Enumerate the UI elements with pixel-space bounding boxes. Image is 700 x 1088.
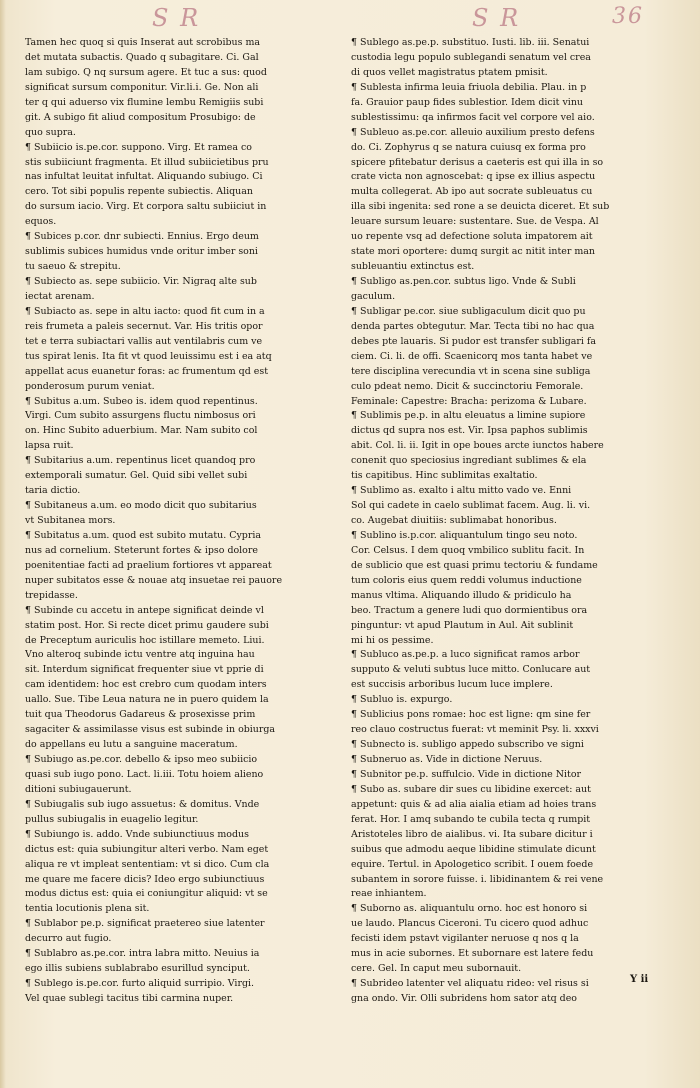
text-line: ¶ Sublimo as. exalto i altu mitto vado ve. Enni [351,485,572,497]
text-line: vt Subitanea mors. [25,515,116,526]
text-line: subleuantiu extinctus est. [351,261,475,273]
text-line: equire. Tertul. in Apologetico scribit. I ouem foede [351,858,594,870]
text-line: conenit quo speciosius ingrediant sublimes & ela [351,455,587,467]
text-line: ¶ Sublicius pons romae: hoc est ligne: qm sine fer [351,709,591,721]
text-line: ¶ Subitaneus a.um. eo modo dicit quo subitarius [25,500,257,512]
text-line: cero. Tot sibi populis repente subiectis. Aliquan [25,186,253,198]
text-line: ¶ Subices p.cor. dnr subiecti. Ennius. Ergo deum [25,231,259,243]
text-line: multa collegerat. Ab ipo aut socrate subleuatus cu [351,186,593,198]
text-line: uo repente vsq ad defectione soluta impatorem ait [351,231,593,243]
text-line: Sol qui cadete in caelo sublimat facem. Aug. li. vi. [351,500,591,512]
text-line: ¶ Sublesta infirma leuia friuola debilia. Plau. in p [351,81,587,93]
text-line: quasi sub iugo pono. Lact. li.iii. Totu hoiem alieno [25,768,264,780]
text-line: appellat acus euanetur foras: ac frumentum qd est [25,365,268,377]
text-line: lapsa ruit. [25,440,74,452]
text-line: crate victa non agnoscebat: q ipse ex illius aspectu [351,171,596,183]
text-line: Vel quae sublegi tacitus tibi carmina nuper. [25,993,234,1004]
text-line: ¶ Subrideo latenter vel aliquatu rideo: vel risus si [351,978,589,990]
text-line: supputo & veluti subtus luce mitto. Conlucare aut [351,664,591,676]
text-line: ¶ Subnecto is. subligo appedo subscribo ve signi [351,739,584,751]
text-line: mi hi os pessime. [351,634,434,646]
text-line: taria dictio. [25,485,81,497]
text-line: trepidasse. [25,589,78,601]
text-line: ¶ Subinde cu accetu in antepe significat deinde vl [25,604,264,616]
text-line: Tamen hec quoq si quis Inserat aut scrobibus ma [25,37,261,48]
text-line: reis frumeta a paleis secernut. Var. His tritis opor [25,320,263,332]
text-line: sit. Interdum significat frequenter siue vt pprie di [25,664,264,676]
text-line: ¶ Subitus a.um. Subeo is. idem quod repentinus. [25,395,258,407]
text-line: fa. Grauior paup fides sublestior. Idem dicit vinu [351,96,583,108]
text-line: ter q qui aduerso vix flumine lembu Remigiis subi [25,96,264,108]
text-line: ¶ Subitarius a.um. repentinus licet quandoq pro [25,455,256,467]
text-line: ¶ Subiugo as.pe.cor. debello & ipso meo subiicio [25,754,258,765]
text-line: illa sibi ingenita: sed rone a se deuicta diceret. Et sub [351,201,610,213]
text-line: ferat. Hor. I amq subando te cubila tecta q rumpit [351,813,591,825]
text-line: tus spirat lenis. Ita fit vt quod leuissimu est i ea atq [25,350,272,362]
text-line: de sublicio que est quasi primu tectoriu & fundame [351,559,598,571]
text-line: ¶ Subneruo as. Vide in dictione Neruus. [351,754,543,765]
text-line: ditioni subiugauerunt. [25,783,132,795]
text-line: ¶ Sublimis pe.p. in altu eleuatus a limine supiore [351,410,586,422]
text-line: stis subiiciunt fragmenta. Et illud subiicietibus pru [25,156,269,168]
text-line: ego illis subiens sublabrabo esurillud synciput. [25,963,250,975]
text-line: ¶ Sublabor pe.p. significat praetereo siue latenter [25,918,265,930]
text-line: tuit qua Theodorus Gadareus & prosexisse prim [25,709,256,721]
text-line: significat sursum componitur. Vir.li.i. Ge. Non ali [25,81,259,93]
signature-mark: Y ii [630,974,649,985]
text-line: ¶ Sublego is.pe.cor. furto aliquid surripio. Virgi. [25,978,255,990]
text-line: ¶ Subluco as.pe.p. a luco significat ramos arbor [351,649,580,661]
text-line: on. Hinc Subito aduerbium. Mar. Nam subito col [25,425,258,437]
text-line: Vno alteroq subinde ictu ventre atq inguina hau [25,649,255,661]
text-line: ¶ Subiicio is.pe.cor. suppono. Virg. Et ramea co [25,141,252,153]
text-line: ¶ Subluo is. expurgo. [351,694,453,706]
text-line: co. Augebat diuitiis: sublimabat honoribus. [351,515,557,526]
text-line: debes pte lauaris. Si pudor est transfer subligari fa [351,335,597,347]
text-line: quo supra. [25,126,76,138]
text-line: gaculum. [351,290,396,302]
text-line: dictus est: quia subiungitur alteri verbo. Nam eget [25,843,269,855]
text-line: sublestissimu: qa infirmos facit vel corpore vel aio. [351,111,595,123]
text-column-right [351,36,686,1007]
text-line: decurro aut fugio. [25,933,112,945]
text-line: do. Ci. Zophyrus q se natura cuiusq ex forma pro [351,141,586,153]
text-line: appetunt: quis & ad alia aialia etiam ad hoies trans [351,798,597,810]
text-line: ¶ Subiugalis sub iugo assuetus: & domitus. Vnde [25,798,260,810]
text-column-left [25,36,350,1007]
text-line: sublimis subices humidus vnde oritur imber soni [25,246,258,258]
text-line: Aristoteles libro de aialibus. vi. Ita subare dicitur i [351,828,593,840]
text-line: ¶ Subligar pe.cor. siue subligaculum dicit quo pu [351,305,586,317]
text-line: di quos vellet magistratus ptatem pmisit. [351,66,548,78]
text-line: tet e terra subiactari vallis aut ventilabris cum ve [25,335,263,347]
text-line: ¶ Suborno as. aliquantulu orno. hoc est honoro si [351,903,588,915]
text-line: do appellans eu lutu a sanguine maceratum. [25,739,238,751]
text-line: iectat arenam. [25,290,95,302]
text-line: statim post. Hor. Si recte dicet primu gaudere subi [25,619,269,631]
text-line: Virgi. Cum subito assurgens fluctu nimbosus ori [25,410,256,422]
text-line: det mutata subactis. Quado q subagitare. Ci. Gal [25,51,259,63]
text-line: culo pdeat nemo. Dicit & succinctoriu Femorale. [351,380,584,392]
text-line: ¶ Sublego as.pe.p. substituo. Iusti. lib. iii. Senatui [351,37,590,48]
text-line: suibus que admodu aeque libidine stimulate dicunt [351,843,596,855]
text-line: ¶ Subo as. subare dir sues cu libidine exercet: aut [351,783,591,795]
text-line: dictus qd supra nos est. Vir. Ipsa paphos sublimis [351,425,588,437]
text-line: extemporali sumatur. Gel. Quid sibi vellet subi [25,470,248,482]
text-line: ¶ Subiungo is. addo. Vnde subiunctiuus modus [25,828,249,840]
text-line: ¶ Subitatus a.um. quod est subito mutatu. Cypria [25,529,261,541]
text-line: beo. Tractum a genere ludi quo dormientibus ora [351,604,588,616]
text-line: manus vltima. Aliquando illudo & pridiculo ha [351,589,572,601]
text-line: tis capitibus. Hinc sublimitas exaltatio. [351,470,538,482]
text-line: modus dictus est: quia ei coniungitur aliquid: vt se [25,888,268,900]
marginal-mark-right: S R [472,4,521,32]
text-line: cere. Gel. In caput meu subornauit. [351,963,522,975]
text-line: sagaciter & assimilasse visus est subinde in obiurga [25,724,276,736]
text-line: ¶ Sublabro as.pe.cor. intra labra mitto. Neuius ia [25,948,260,960]
text-line: nus ad cornelium. Steterunt fortes & ipso dolore [25,544,258,556]
text-line: fecisti idem pstavt vigilanter neruose q nos q la [351,933,579,945]
text-line: abit. Col. li. ii. Igit in ope boues arcte iunctos habere [351,440,604,452]
text-line: aliqua re vt impleat sententiam: vt si dico. Cum cla [25,858,270,870]
text-line: gna ondo. Vir. Olli subridens hom sator atq deo [351,993,577,1004]
text-line: me quare me facere dicis? Ideo ergo subiunctiuus [25,873,265,885]
text-line: de Preceptum auriculis hoc istillare memeto. Liui. [25,634,265,646]
text-line: lam subigo. Q nq sursum agere. Et tuc a sus: quod [25,66,267,78]
text-line: ciem. Ci. li. de offi. Scaenicorq mos tanta habet ve [351,350,593,362]
text-line: nas infultat leuitat infultat. Aliquando subiugo. Ci [25,171,263,183]
text-line: tere disciplina verecundia vt in scena sine subliga [351,365,591,377]
text-line: cam identidem: hoc est crebro cum quodam inters [25,679,267,691]
text-line: tu saeuo & strepitu. [25,261,121,273]
text-line: ¶ Subnitor pe.p. suffulcio. Vide in dictione Nitor [351,768,582,780]
text-line: git. A subigo fit aliud compositum Prosubigo: de [25,111,256,123]
text-line: ¶ Subligo as.pen.cor. subtus ligo. Vnde & Subli [351,276,576,287]
text-line: tum coloris eius quem reddi volumus inductione [351,574,582,586]
text-line: Feminale: Capestre: Bracha: perizoma & Lubare. [351,395,587,407]
page-edge-shadow [0,0,6,1088]
text-line: poenitentiae facti ad praelium fortiores vt appareat [25,559,272,571]
text-line: tentia locutionis plena sit. [25,903,150,915]
text-line: ponderosum purum veniat. [25,380,155,392]
text-line: reo clauo costructus fuerat: vt meminit Psy. li. xxxvi [351,724,599,736]
text-line: state mori oportere: dumq surgit ac nitit inter man [351,246,596,258]
text-line: ¶ Subiecto as. sepe subiicio. Vir. Nigraq alte sub [25,276,257,287]
folio-number: 36 [612,4,644,29]
text-line: uallo. Sue. Tibe Leua natura ne in puero quidem la [25,694,269,706]
text-line: pinguntur: vt apud Plautum in Aul. Ait sublinit [351,619,574,631]
text-line: ue laudo. Plancus Ciceroni. Tu cicero quod adhuc [351,918,589,930]
text-line: equos. [25,216,57,228]
text-line: est succisis arboribus lucum luce implere. [351,679,553,691]
text-line: nuper subitatos esse & nouae atq insuetae rei pauore [25,574,283,586]
text-line: ¶ Subleuo as.pe.cor. alleuio auxilium presto defens [351,126,595,138]
text-line: pullus subiugalis in euagelio legitur. [25,813,199,825]
marginal-mark-left: S R [152,4,201,32]
text-line: denda partes obtegutur. Mar. Tecta tibi no hac qua [351,320,595,332]
text-line: subantem in sorore fuisse. i. libidinantem & rei vene [351,873,604,885]
text-line: Cor. Celsus. I dem quoq vmbilico sublitu facit. In [351,544,585,556]
text-line: spicere pfitebatur derisus a caeteris est qui illa in so [351,156,604,168]
text-line: mus in acie subornes. Et subornare est latere fedu [351,948,594,960]
text-line: ¶ Subiacto as. sepe in altu iacto: quod fit cum in a [25,305,265,317]
text-line: do sursum iacio. Virg. Et corpora saltu subiiciut in [25,201,267,213]
text-line: reae inhiantem. [351,888,427,900]
text-line: custodia legu populo sublegandi senatum vel crea [351,51,591,63]
text-line: leuare sursum leuare: sustentare. Sue. de Vespa. Al [351,216,599,228]
text-line: ¶ Sublino is.p.cor. aliquantulum tingo seu noto. [351,529,578,541]
